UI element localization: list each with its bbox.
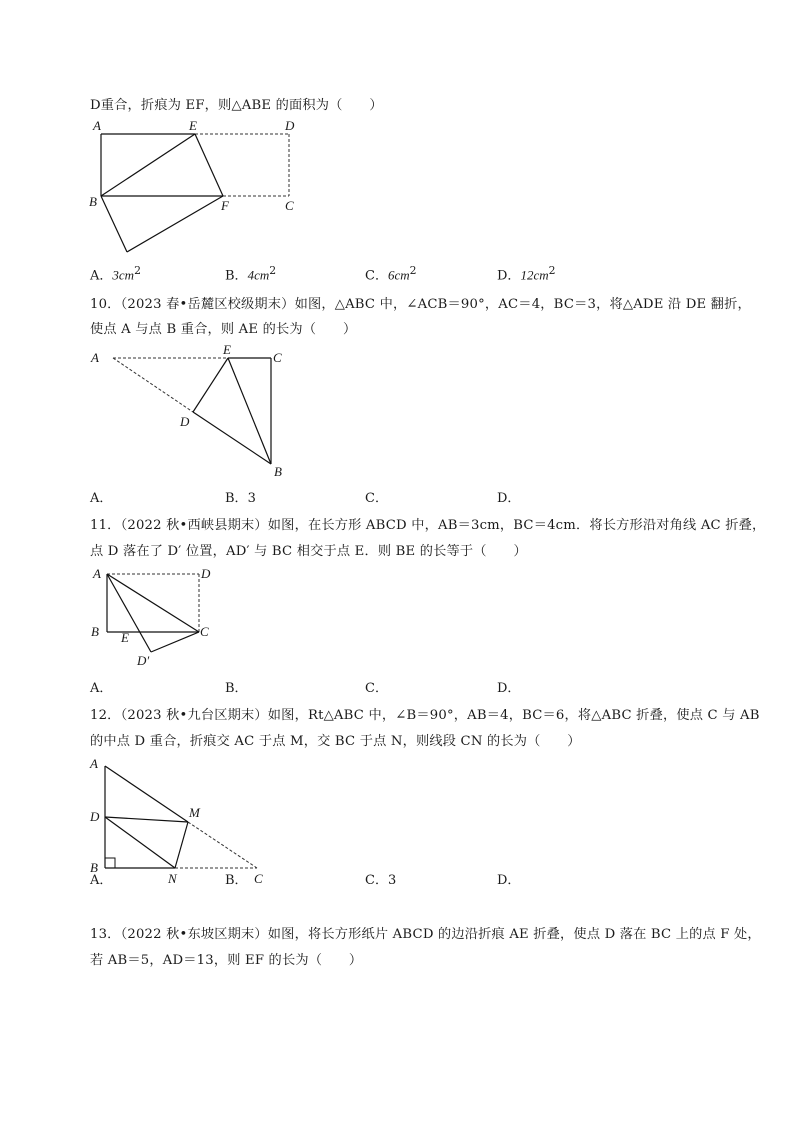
q11-label-c: C xyxy=(200,624,209,639)
q13-stem-line1: 13．（2022 秋•东坡区期末）如图，将长方形纸片 ABCD 的边沿折痕 AE 折叠，使点 D 落在 BC 上的点 F 处， xyxy=(90,927,761,942)
q11-label-d: D xyxy=(201,566,211,581)
q9-figure xyxy=(85,118,305,258)
q9-option-c[interactable]: C．$6cm^2$ xyxy=(365,264,417,284)
q11-options xyxy=(90,677,650,695)
q11-stem-line2: 点 D 落在了 D′ 位置，AD′ 与 BC 相交于点 E．则 BE 的长等于（ ） xyxy=(90,544,527,559)
q12-option-c[interactable]: C．3 xyxy=(365,873,397,888)
q10-label-e: E xyxy=(223,342,231,357)
q9-option-d[interactable]: D．$12cm^2$ xyxy=(497,264,556,284)
q11-label-b: B xyxy=(91,624,99,639)
q12-option-a[interactable]: A． xyxy=(90,873,113,888)
q9-stem: D重合，折痕为 EF，则△ABE 的面积为（ ） xyxy=(90,98,383,113)
q11-option-c[interactable]: C． xyxy=(365,681,388,696)
q12-stem-line2: 的中点 D 重合，折痕交 AC 于点 M，交 BC 于点 N，则线段 CN 的长为（ ） xyxy=(90,734,581,749)
q9-option-b[interactable]: B．$4cm^2$ xyxy=(225,264,277,284)
q12-stem-line1: 12．（2023 秋•九台区期末）如图，Rt△ABC 中，∠B＝90°，AB＝4，BC＝6，将△ABC 折叠，使点 C 与 AB xyxy=(90,708,760,723)
q12-label-d: D xyxy=(90,809,100,824)
q10-stem-line1: 10．（2023 春•岳麓区校级期末）如图，△ABC 中，∠ACB＝90°，AC＝4，BC＝3，将△ADE 沿 DE 翻折， xyxy=(90,297,751,312)
q9-label-d: D xyxy=(285,118,295,133)
q10-figure xyxy=(85,342,300,482)
q12-label-m: M xyxy=(189,805,200,820)
q10-option-a[interactable]: A． xyxy=(90,491,113,506)
q9-option-a[interactable]: A．$3cm^2$ xyxy=(90,264,141,284)
q9-label-c: C xyxy=(285,198,294,213)
q10-option-c[interactable]: C． xyxy=(365,491,388,506)
q13-stem-line2: 若 AB＝5，AD＝13，则 EF 的长为（ ） xyxy=(90,953,363,968)
q12-label-b: B xyxy=(90,860,98,875)
q9-label-b: B xyxy=(89,194,97,209)
q10-label-d: D xyxy=(180,414,190,429)
q12-label-c: C xyxy=(254,871,263,886)
q9-label-a: A xyxy=(93,118,101,133)
q12-options xyxy=(90,869,650,887)
q10-label-c: C xyxy=(273,350,282,365)
q11-stem-line1: 11．（2022 秋•西峡县期末）如图，在长方形 ABCD 中，AB＝3cm，BC＝4cm．将长方形沿对角线 AC 折叠， xyxy=(90,518,766,533)
q10-option-b[interactable]: B．3 xyxy=(225,491,256,506)
q11-option-b[interactable]: B． xyxy=(225,681,248,696)
q12-option-b[interactable]: B． xyxy=(225,873,248,888)
q11-option-a[interactable]: A． xyxy=(90,681,113,696)
q11-option-d[interactable]: D． xyxy=(497,681,521,696)
q12-label-n: N xyxy=(168,871,177,886)
q10-stem-line2: 使点 A 与点 B 重合，则 AE 的长为（ ） xyxy=(90,322,357,337)
q11-label-e: E xyxy=(121,630,129,645)
q12-label-a: A xyxy=(90,756,98,771)
q11-label-dprime: D′ xyxy=(137,653,150,668)
q11-figure xyxy=(85,562,225,672)
q9-label-f: F xyxy=(221,198,229,213)
q11-label-a: A xyxy=(93,566,101,581)
q12-option-d[interactable]: D． xyxy=(497,873,521,888)
q10-options xyxy=(90,487,650,505)
q10-label-a: A xyxy=(91,350,99,365)
q10-option-d[interactable]: D． xyxy=(497,491,521,506)
q9-label-e: E xyxy=(189,118,197,133)
q10-label-b: B xyxy=(274,464,282,479)
q9-options xyxy=(90,264,650,282)
